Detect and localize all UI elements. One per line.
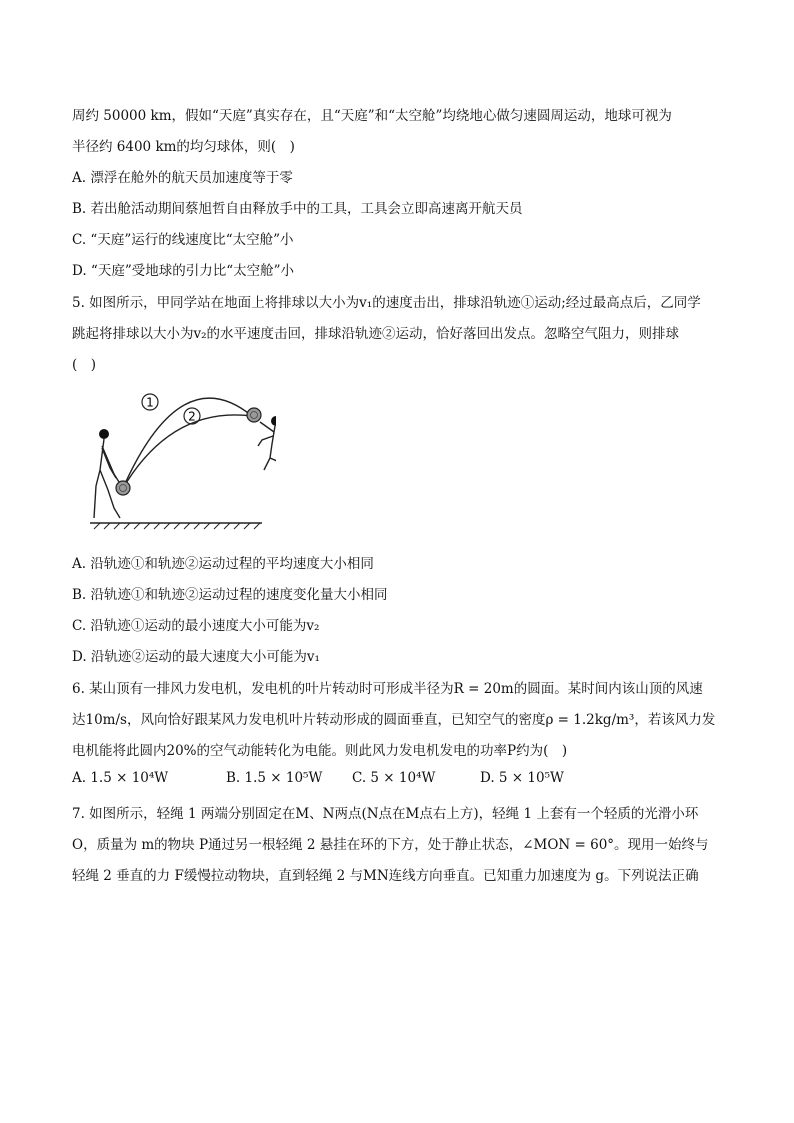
q6-option-a: A. 1.5 × 10⁴W	[72, 770, 169, 786]
q5-option-b: B. 沿轨迹①和轨迹②运动过程的速度变化量大小相同	[72, 587, 388, 603]
q7-stem-line3: 轻绳 2 垂直的力 F缓慢拉动物块，直到轻绳 2 与MN连线方向垂直。已知重力加速度为 g。下列说法正确	[72, 868, 699, 884]
q7-stem-line2: O，质量为 m的物块 P通过另一根轻绳 2 悬挂在环的下方，处于静止状态，∠MON = 60°。现用一始终与	[72, 837, 709, 853]
q6-option-b: B. 1.5 × 10⁵W	[226, 770, 323, 786]
q6-stem-line2: 达10m/s，风向恰好跟某风力发电机叶片转动形成的圆面垂直，已知空气的密度ρ = 1.2kg/m³，若该风力发	[72, 712, 716, 728]
volleyball-figure	[86, 378, 276, 530]
q5-stem-line3: ( )	[72, 357, 97, 373]
q6-option-d: D. 5 × 10⁵W	[480, 770, 564, 786]
q4-option-b: B. 若出舱活动期间蔡旭哲自由释放手中的工具，工具会立即高速离开航天员	[72, 201, 523, 217]
svg-text:2: 2	[188, 409, 196, 424]
q4-stem-line1: 周约 50000 km，假如“天庭”真实存在，且“天庭”和“太空舱”均绕地心做匀速圆周运动，地球可视为	[72, 108, 672, 124]
q4-stem-line2: 半径约 6400 km的均匀球体，则( )	[72, 139, 295, 155]
person-a	[94, 429, 120, 518]
q5-option-d: D. 沿轨迹②运动的最大速度大小可能为v₁	[72, 649, 320, 665]
ground	[90, 523, 262, 529]
person-b	[258, 416, 276, 470]
q4-option-d: D. “天庭”受地球的引力比“太空舱”小	[72, 263, 295, 279]
q4-option-a: A. 漂浮在舱外的航天员加速度等于零	[72, 170, 293, 186]
q4-option-c: C. “天庭”运行的线速度比“太空舱”小	[72, 232, 294, 248]
volleyball-hit	[247, 408, 261, 422]
q6-stem-line3: 电机能将此圆内20%的空气动能转化为电能。则此风力发电机发电的功率P约为( )	[72, 743, 568, 759]
track-2-label	[184, 408, 200, 424]
q6-stem-line1: 6. 某山顶有一排风力发电机，发电机的叶片转动时可形成半径为R = 20m的圆面。某时间内该山顶的风速	[72, 681, 703, 697]
svg-text:1: 1	[146, 395, 154, 410]
q5-option-a: A. 沿轨迹①和轨迹②运动过程的平均速度大小相同	[72, 556, 374, 572]
q6-option-c: C. 5 × 10⁴W	[352, 770, 436, 786]
track-1-label	[142, 394, 158, 410]
volleyball-start	[116, 481, 130, 495]
q5-option-c: C. 沿轨迹①运动的最小速度大小可能为v₂	[72, 618, 320, 634]
q5-stem-line2: 跳起将排球以大小为v₂的水平速度击回，排球沿轨迹②运动，恰好落回出发点。忽略空气阻力，则排球	[72, 326, 680, 342]
q5-stem-line1: 5. 如图所示，甲同学站在地面上将排球以大小为v₁的速度击出，排球沿轨迹①运动;经过最高点后，乙同学	[72, 295, 701, 311]
q7-stem-line1: 7. 如图所示，轻绳 1 两端分别固定在M、N两点(N点在M点右上方)，轻绳 1 上套有一个轻质的光滑小环	[72, 806, 699, 822]
